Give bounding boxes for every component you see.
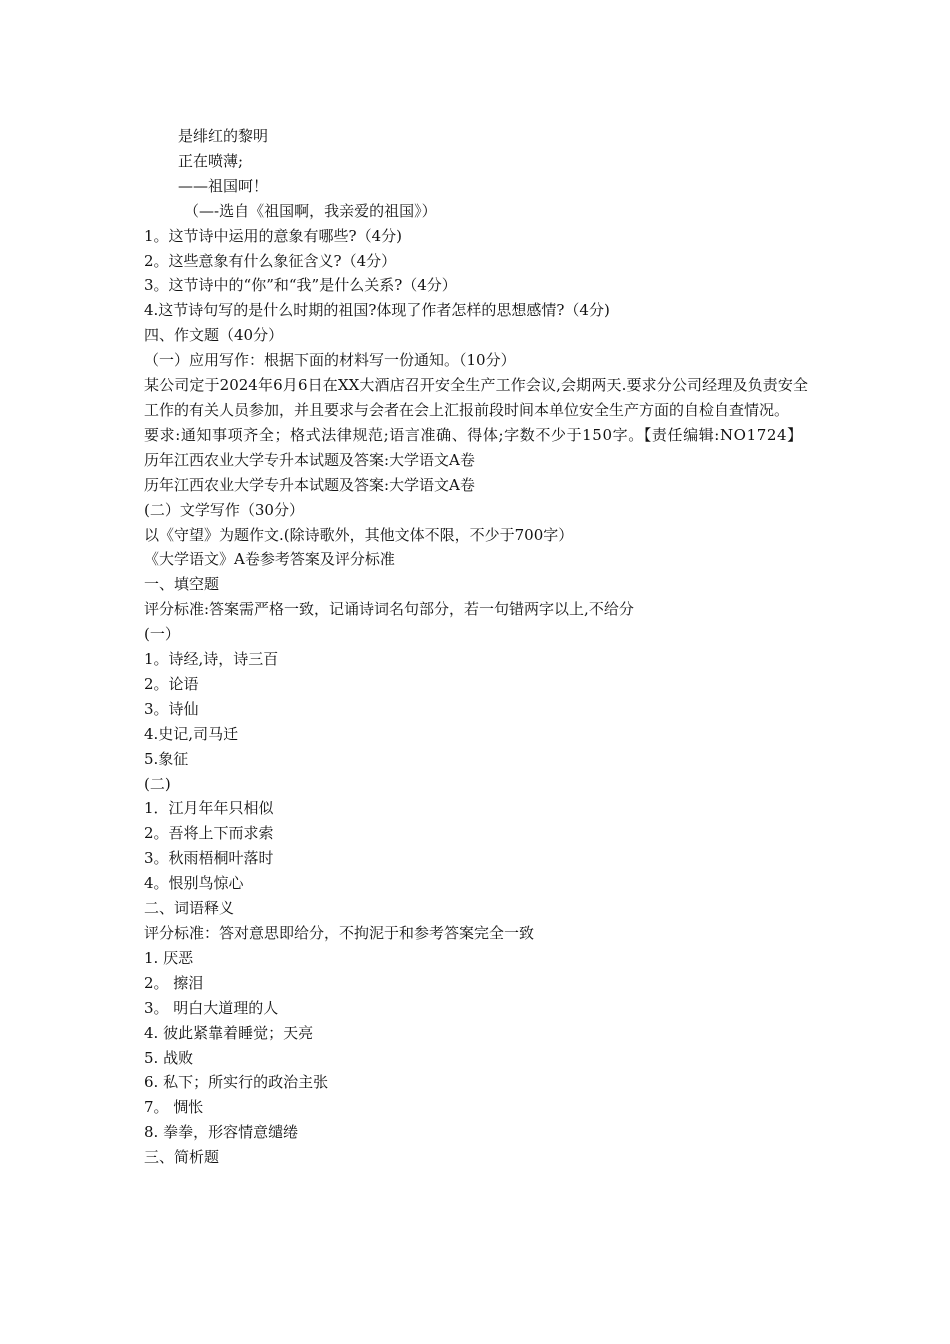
requirement-paragraph: 要求:通知事项齐全；格式法律规范;语言准确、得体;字数不少于150字。【责任编辑:NO1724】 — [144, 425, 803, 444]
answer-item: 4. 彼此紧靠着睡觉；天亮 — [144, 1023, 314, 1042]
section-heading: 三、简析题 — [144, 1148, 220, 1167]
grading-criteria: 评分标准:答案需严格一致，记诵诗词名句部分，若一句错两字以上,不给分 — [144, 600, 634, 619]
question-item: 4.这节诗句写的是什么时期的祖国?体现了作者怎样的思想感情?（4分) — [144, 301, 610, 320]
grading-criteria: 评分标准：答对意思即给分，不拘泥于和参考答案完全一致 — [144, 924, 535, 942]
answer-item: 2。 擦泪 — [144, 973, 204, 992]
repeated-title: 历年江西农业大学专升本试题及答案:大学语文A卷 — [144, 475, 475, 494]
subsection-heading: (二）文学写作（30分） — [144, 500, 304, 519]
document-body — [144, 124, 808, 1170]
answer-item: 6. 私下；所实行的政治主张 — [144, 1073, 329, 1092]
answer-item: 5. 战败 — [144, 1048, 194, 1067]
poem-line: 正在喷薄; — [178, 151, 244, 170]
writing-task: 以《守望》为题作文.(除诗歌外，其他文体不限，不少于700字） — [144, 525, 574, 544]
repeated-title: 历年江西农业大学专升本试题及答案:大学语文A卷 — [144, 450, 475, 469]
question-item: 3。这节诗中的“你”和“我”是什么关系?（4分） — [144, 276, 457, 295]
section-heading: 一、填空题 — [144, 575, 220, 594]
group-label: (二) — [144, 774, 171, 793]
answer-item: 3。 明白大道理的人 — [144, 998, 279, 1017]
poem-line: 是绯红的黎明 — [178, 127, 269, 145]
answer-item: 3。诗仙 — [144, 699, 199, 718]
section-heading: 二、词语释义 — [144, 899, 235, 918]
answer-item: 4。恨别鸟惊心 — [144, 874, 244, 893]
poem-line: ——祖国呵！ — [178, 176, 269, 195]
group-label: (一） — [144, 625, 180, 644]
material-paragraph: 某公司定于2024年6月6日在XX大酒店召开安全生产工作会议,会期两天.要求分公司经理及负责安全工作的有关人员参加，并且要求与会者在会上汇报前段时间本单位安全生产方面的自检自查情况。 — [144, 376, 808, 419]
section-heading: 四、作文题（40分） — [144, 326, 284, 345]
answer-item: 5.象征 — [144, 749, 189, 768]
poem-source: （—-选自《祖国啊，我亲爱的祖国》） — [184, 201, 437, 220]
answer-item: 2。吾将上下而求索 — [144, 824, 274, 843]
answer-item: 2。论语 — [144, 674, 199, 693]
question-item: 2。这些意象有什么象征含义?（4分） — [144, 251, 397, 270]
answer-item: 1。诗经,诗，诗三百 — [144, 650, 279, 669]
answer-item: 8. 拳拳，形容情意缱绻 — [144, 1123, 299, 1142]
subsection-heading: （一）应用写作：根据下面的材料写一份通知。（10分） — [144, 351, 516, 370]
answer-item: 1．江月年年只相似 — [144, 799, 274, 818]
answer-item: 7。 惆怅 — [144, 1098, 204, 1117]
question-item: 1。这节诗中运用的意象有哪些?（4分) — [144, 226, 402, 245]
answer-item: 1. 厌恶 — [144, 948, 194, 967]
answer-item: 3。秋雨梧桐叶落时 — [144, 849, 274, 868]
answer-item: 4.史记,司马迁 — [144, 724, 239, 743]
answers-title: 《大学语文》A卷参考答案及评分标准 — [144, 550, 395, 569]
